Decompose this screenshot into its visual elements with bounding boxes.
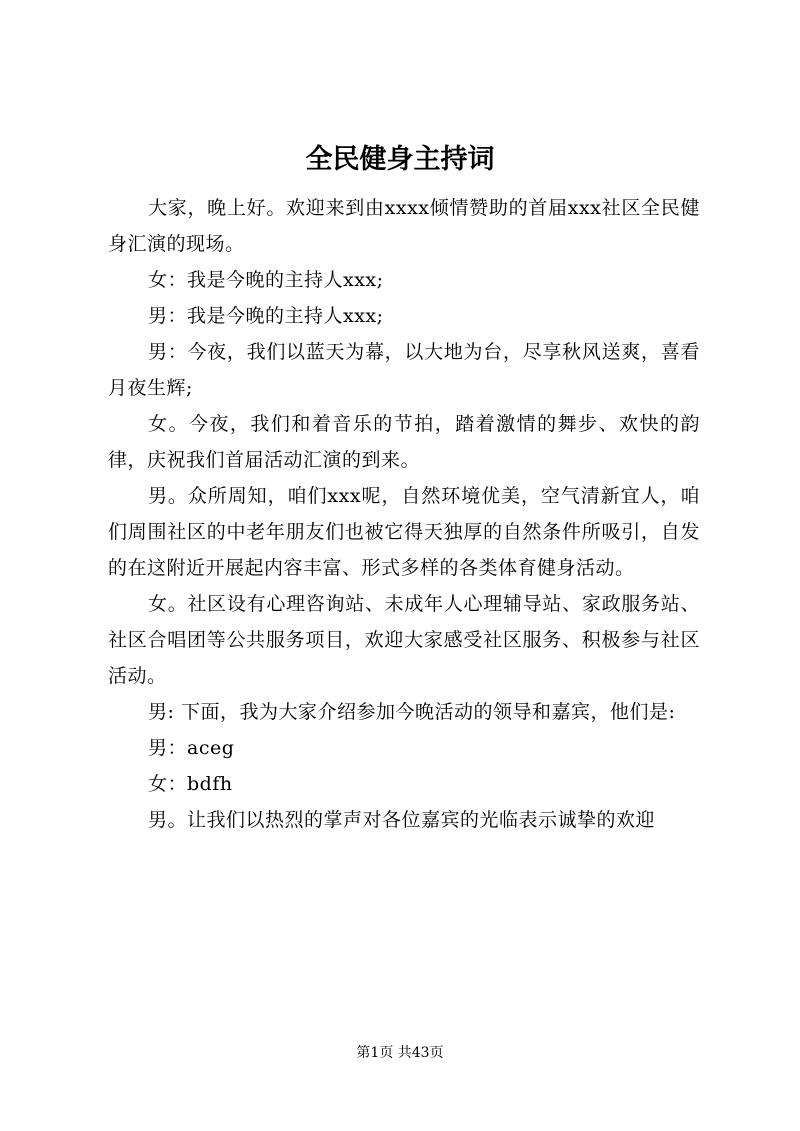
paragraph-8: 男: 下面，我为大家介绍参加今晚活动的领导和嘉宾，他们是: [148, 701, 676, 723]
page-number-footer: 第1页 共43页 [356, 1045, 444, 1061]
paragraph-10: 女：bdfh [148, 773, 233, 795]
paragraph-9: 男：aceg [148, 737, 235, 759]
paragraph-6: 男。众所周知，咱们xxx呢，自然环境优美，空气清新宜人，咱们周围社区的中老年朋友们也被它得天独厚的自然条件所吸引，自发的在这附近开展起内容丰富、形式多样的各类体育健身活动。 [108, 485, 700, 579]
paragraph-7: 女。社区设有心理咨询站、未成年人心理辅导站、家政服务站、社区合唱团等公共服务项目，欢迎大家感受社区服务、积极参与社区活动。 [108, 593, 700, 687]
paragraph-11: 男。让我们以热烈的掌声对各位嘉宾的光临表示诚挚的欢迎 [148, 809, 656, 831]
paragraph-3: 男：我是今晚的主持人xxx; [148, 305, 384, 327]
document-title: 全民健身主持词 [305, 144, 495, 175]
paragraph-1: 大家，晚上好。欢迎来到由xxxx倾情赞助的首届xxx社区全民健身汇演的现场。 [108, 197, 700, 255]
paragraph-4: 男：今夜，我们以蓝天为幕，以大地为台，尽享秋风送爽，喜看月夜生辉; [108, 341, 700, 399]
paragraph-2: 女：我是今晚的主持人xxx; [148, 269, 384, 291]
document-body [108, 190, 700, 838]
paragraph-5: 女。今夜，我们和着音乐的节拍，踏着激情的舞步、欢快的韵律，庆祝我们首届活动汇演的到来。 [108, 413, 700, 471]
